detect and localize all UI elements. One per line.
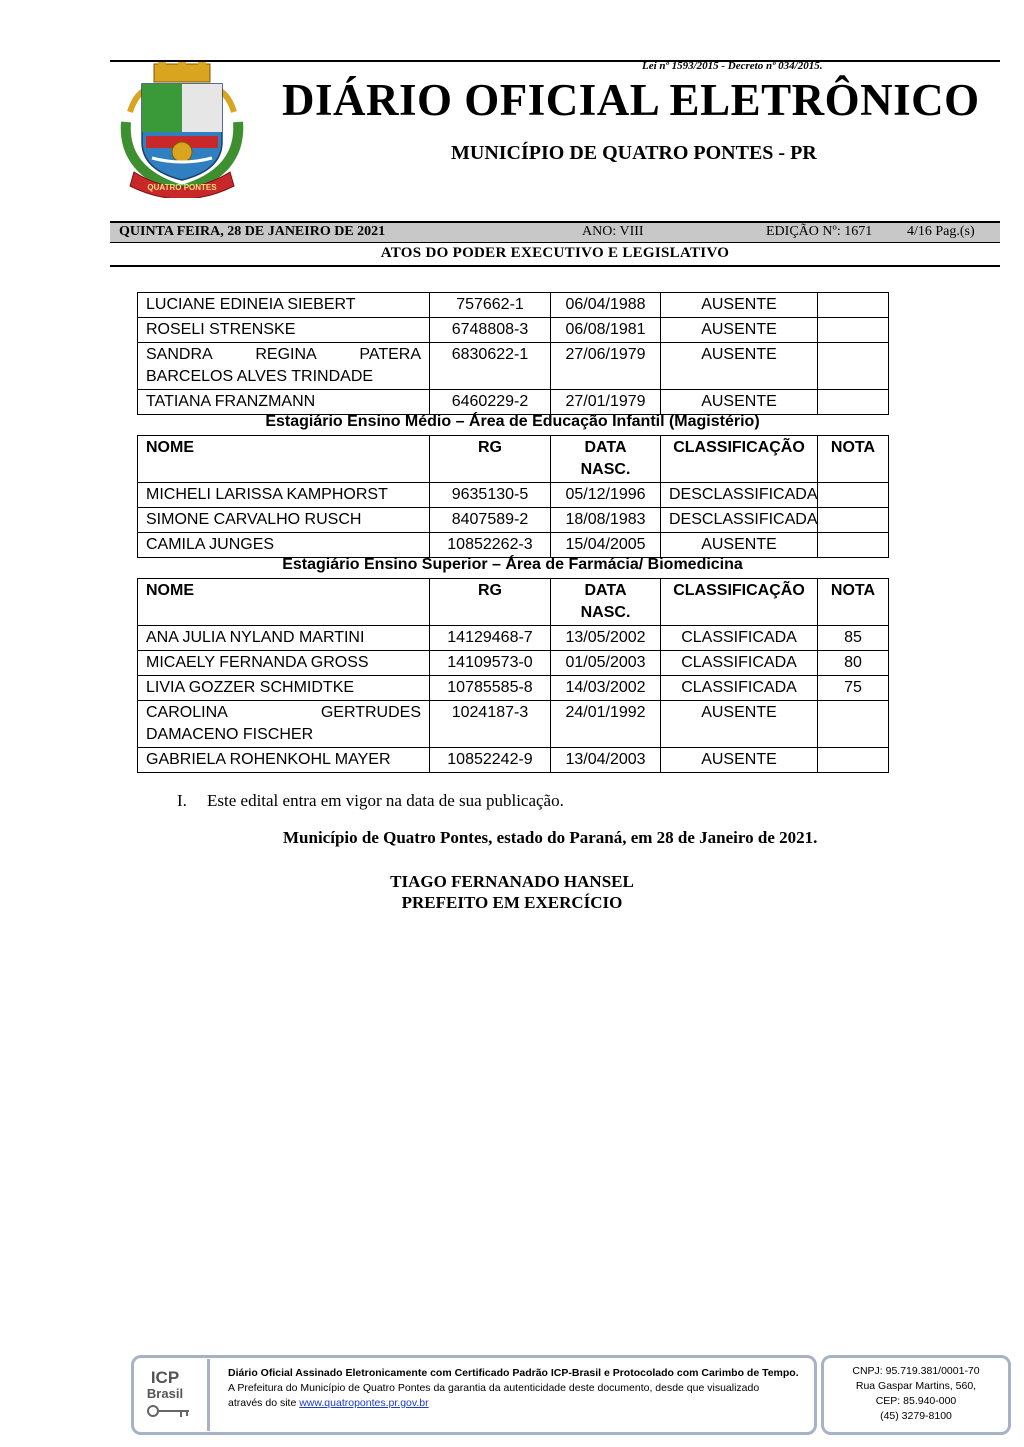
cell-rg: 1024187-3 [430, 701, 551, 748]
table-caption-ensino-superior: Estagiário Ensino Superior – Área de Farmácia/ Biomedicina [282, 556, 743, 573]
column-header-rg: RG [430, 436, 551, 483]
cell-rg: 757662-1 [430, 293, 551, 318]
cell-name: CAROLINA GERTRUDES DAMACENO FISCHER [138, 701, 430, 748]
table-header-row [138, 436, 889, 483]
column-header-score: NOTA [818, 579, 889, 626]
cell-score: 75 [818, 676, 889, 701]
cell-birth-date: 13/05/2002 [551, 626, 661, 651]
table-row [138, 343, 889, 390]
cell-name: CAMILA JUNGES [138, 533, 430, 558]
table-header-row [138, 579, 889, 626]
column-header-name: NOME [138, 579, 430, 626]
signer-name: TIAGO FERNANADO HANSEL [390, 872, 634, 891]
cell-rg: 10852262-3 [430, 533, 551, 558]
cell-birth-date: 15/04/2005 [551, 533, 661, 558]
icp-logo-text: ICP [150, 1368, 180, 1387]
footer-site-line [228, 1396, 429, 1411]
cell-name: TATIANA FRANZMANN [138, 390, 430, 415]
candidates-table-ensino-superior [137, 578, 889, 773]
cell-name: SANDRA REGINA PATERA BARCELOS ALVES TRINDADE [138, 343, 430, 390]
cell-classification: AUSENTE [661, 748, 818, 773]
cell-name: MICHELI LARISSA KAMPHORST [138, 483, 430, 508]
law-reference: Lei nº 1593/2015 - Decreto nº 034/2015. [642, 60, 823, 72]
cell-birth-date: 13/04/2003 [551, 748, 661, 773]
icp-brasil-logo [135, 1359, 210, 1431]
cell-classification: DESCLASSIFICADA [661, 508, 818, 533]
cell-classification: AUSENTE [661, 390, 818, 415]
cell-classification: AUSENTE [661, 318, 818, 343]
cell-name: LUCIANE EDINEIA SIEBERT [138, 293, 430, 318]
cell-classification: DESCLASSIFICADA [661, 483, 818, 508]
candidates-table-continued [137, 292, 889, 415]
cell-rg: 14109573-0 [430, 651, 551, 676]
item-number: I. [177, 791, 187, 810]
cell-name: SIMONE CARVALHO RUSCH [138, 508, 430, 533]
crest-ribbon-text: QUATRO PONTES [147, 183, 217, 192]
closing-statement: Município de Quatro Pontes, estado do Paraná, em 28 de Janeiro de 2021. [283, 828, 818, 847]
cell-birth-date: 06/04/1988 [551, 293, 661, 318]
column-header-classification: CLASSIFICAÇÃO [661, 436, 818, 483]
page-count: 4/16 Pag.(s) [907, 224, 975, 239]
cell-classification: AUSENTE [661, 533, 818, 558]
cell-birth-date: 14/03/2002 [551, 676, 661, 701]
cell-birth-date: 05/12/1996 [551, 483, 661, 508]
cell-rg: 14129468-7 [430, 626, 551, 651]
cell-birth-date: 27/06/1979 [551, 343, 661, 390]
cell-rg: 10785585-8 [430, 676, 551, 701]
column-header-birth-date: DATA NASC. [551, 579, 661, 626]
footer-authenticity-line: A Prefeitura do Município de Quatro Pontes da garantia da autenticidade deste documento, desde que visualizado [228, 1382, 760, 1394]
table-row [138, 626, 889, 651]
cell-rg: 6830622-1 [430, 343, 551, 390]
cell-birth-date: 18/08/1983 [551, 508, 661, 533]
footer-cnpj: CNPJ: 95.719.381/0001-70 [852, 1365, 980, 1377]
cell-name: LIVIA GOZZER SCHMIDTKE [138, 676, 430, 701]
section-title: ATOS DO PODER EXECUTIVO E LEGISLATIVO [380, 245, 730, 261]
cell-name: ROSELI STRENSKE [138, 318, 430, 343]
page-title: DIÁRIO OFICIAL ELETRÔNICO [282, 75, 980, 125]
cell-classification: CLASSIFICADA [661, 651, 818, 676]
cell-name: MICAELY FERNANDA GROSS [138, 651, 430, 676]
table-row [138, 748, 889, 773]
column-header-classification: CLASSIFICAÇÃO [661, 579, 818, 626]
cell-classification: AUSENTE [661, 343, 818, 390]
cell-name: GABRIELA ROHENKOHL MAYER [138, 748, 430, 773]
cell-classification: CLASSIFICADA [661, 626, 818, 651]
table-row [138, 651, 889, 676]
edition-info-bar [110, 221, 1000, 243]
footer-site-prefix: através do site [228, 1397, 297, 1409]
cell-birth-date: 24/01/1992 [551, 701, 661, 748]
edition-date: QUINTA FEIRA, 28 DE JANEIRO DE 2021 [119, 224, 386, 239]
cell-classification: AUSENTE [661, 293, 818, 318]
table-row [138, 483, 889, 508]
candidates-table-ensino-medio [137, 435, 889, 558]
cell-rg: 10852242-9 [430, 748, 551, 773]
table-caption-ensino-medio: Estagiário Ensino Médio – Área de Educação Infantil (Magistério) [265, 413, 760, 430]
cell-score [818, 748, 889, 773]
cell-score: 85 [818, 626, 889, 651]
footer-site-link[interactable]: www.quatropontes.pr.gov.br [299, 1397, 429, 1409]
cell-name: ANA JULIA NYLAND MARTINI [138, 626, 430, 651]
item-text: Este edital entra em vigor na data de sua publicação. [207, 791, 564, 810]
column-header-score: NOTA [818, 436, 889, 483]
cell-birth-date: 27/01/1979 [551, 390, 661, 415]
footer-address: Rua Gaspar Martins, 560, [855, 1380, 977, 1392]
table-row [138, 676, 889, 701]
table-row [138, 318, 889, 343]
edition-year: ANO: VIII [582, 224, 644, 239]
cell-score [818, 483, 889, 508]
municipality-name: MUNICÍPIO DE QUATRO PONTES - PR [451, 142, 817, 164]
column-header-name: NOME [138, 436, 430, 483]
edict-item [177, 791, 564, 811]
cell-birth-date: 01/05/2003 [551, 651, 661, 676]
cell-birth-date: 06/08/1981 [551, 318, 661, 343]
signer-title: PREFEITO EM EXERCÍCIO [401, 893, 623, 912]
cell-score [818, 701, 889, 748]
cell-score [818, 343, 889, 390]
table-row [138, 508, 889, 533]
cell-rg: 6748808-3 [430, 318, 551, 343]
cell-classification: CLASSIFICADA [661, 676, 818, 701]
table-row [138, 293, 889, 318]
brasil-logo-text: Brasil [146, 1386, 184, 1401]
footer-cep: CEP: 85.940-000 [875, 1395, 957, 1407]
key-icon [148, 1406, 158, 1416]
footer-phone: (45) 3279-8100 [880, 1410, 952, 1422]
cell-score [818, 293, 889, 318]
column-header-rg: RG [430, 579, 551, 626]
table-row [138, 701, 889, 748]
cell-score: 80 [818, 651, 889, 676]
edition-number: EDIÇÃO Nº: 1671 [766, 224, 873, 239]
column-header-birth-date: DATA NASC. [551, 436, 661, 483]
footer-certificate-line: Diário Oficial Assinado Eletronicamente com Certificado Padrão ICP-Brasil e Protocolado com Carimbo de Tempo. [228, 1367, 799, 1379]
cell-score [818, 508, 889, 533]
section-rule [110, 265, 1000, 267]
cell-score [818, 318, 889, 343]
cell-rg: 8407589-2 [430, 508, 551, 533]
cell-classification: AUSENTE [661, 701, 818, 748]
cell-rg: 9635130-5 [430, 483, 551, 508]
cell-rg: 6460229-2 [430, 390, 551, 415]
municipal-crest-icon [116, 62, 248, 198]
